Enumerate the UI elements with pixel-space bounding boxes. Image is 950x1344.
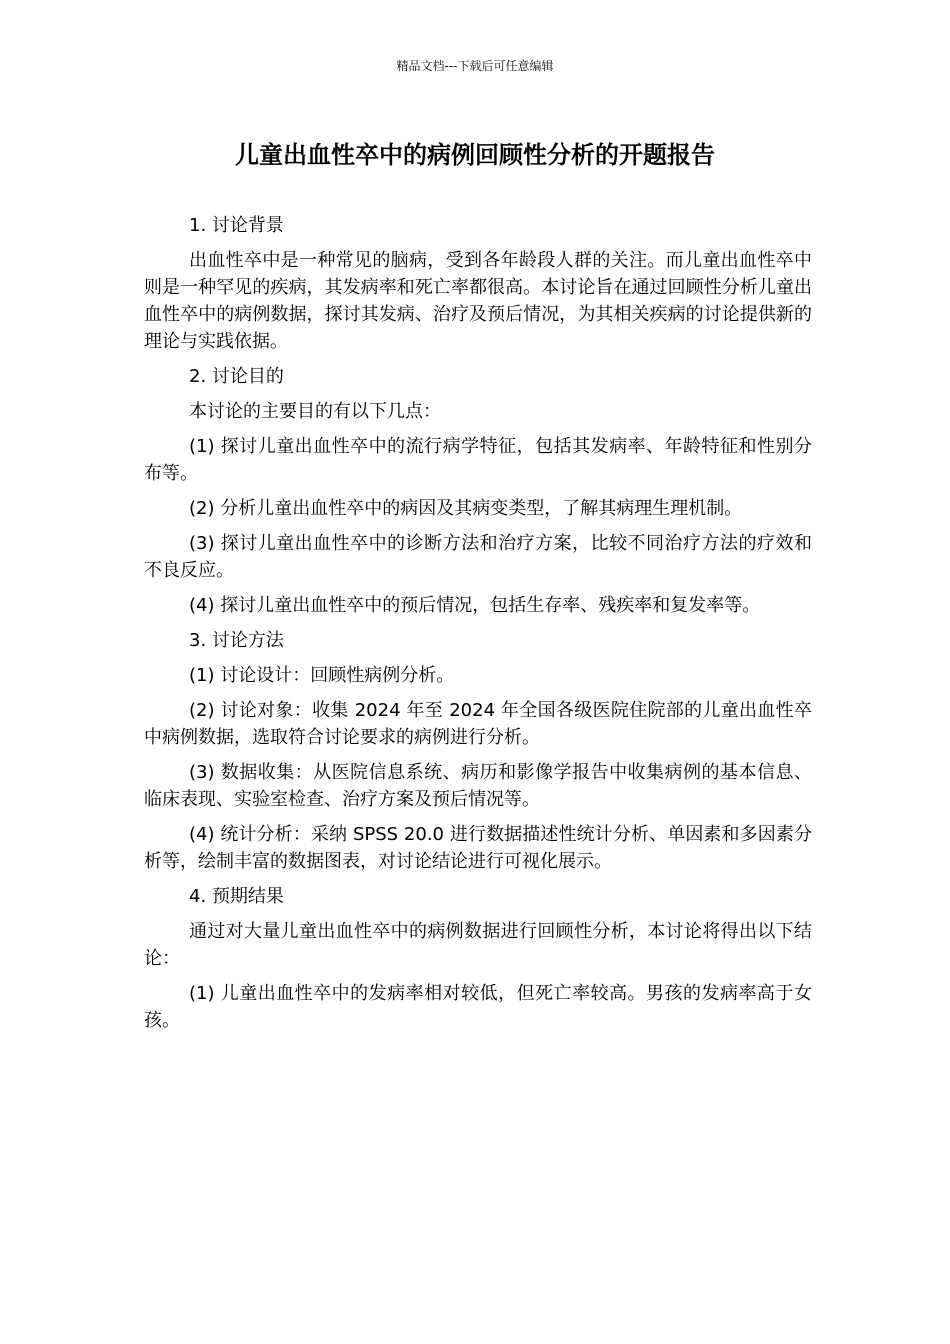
document-title: 儿童出血性卒中的病例回顾性分析的开题报告 [235,141,715,169]
objective-item-4: (4) 探讨儿童出血性卒中的预后情况，包括生存率、残疾率和复发率等。 [189,595,761,616]
objective-item-2: (2) 分析儿童出血性卒中的病因及其病变类型，了解其病理生理机制。 [189,498,743,519]
section-heading-results: 4. 预期结果 [189,886,284,907]
method-item-4: (4) 统计分析：采纳 SPSS 20.0 进行数据描述性统计分析、单因素和多因素分析等，绘制丰富的数据图表，对讨论结论进行可视化展示。 [144,824,812,872]
method-item-1: (1) 讨论设计：回顾性病例分析。 [189,665,455,686]
section-heading-objectives: 2. 讨论目的 [189,366,284,387]
page-header: 精品文档---下载后可任意编辑 [396,59,554,73]
method-item-2: (2) 讨论对象：收集 2024 年至 2024 年全国各级医院住院部的儿童出血性卒中病例数据，选取符合讨论要求的病例进行分析。 [144,700,812,748]
section-heading-background: 1. 讨论背景 [189,215,284,236]
objective-item-1: (1) 探讨儿童出血性卒中的流行病学特征，包括其发病率、年龄特征和性别分布等。 [144,436,812,484]
paragraph-objectives-intro: 本讨论的主要目的有以下几点： [189,401,441,422]
method-item-3: (3) 数据收集：从医院信息系统、病历和影像学报告中收集病例的基本信息、临床表现、实验室检查、治疗方案及预后情况等。 [144,762,812,810]
result-item-1: (1) 儿童出血性卒中的发病率相对较低，但死亡率较高。男孩的发病率高于女孩。 [144,983,812,1031]
paragraph-background: 出血性卒中是一种常见的脑病，受到各年龄段人群的关注。而儿童出血性卒中则是一种罕见的疾病，其发病率和死亡率都很高。本讨论旨在通过回顾性分析儿童出血性卒中的病例数据，探讨其发病、治疗及预后情况，为其相关疾病的讨论提供新的理论与实践依据。 [144,250,812,352]
paragraph-results-intro: 通过对大量儿童出血性卒中的病例数据进行回顾性分析，本讨论将得出以下结论： [144,921,812,969]
objective-item-3: (3) 探讨儿童出血性卒中的诊断方法和治疗方案，比较不同治疗方法的疗效和不良反应。 [144,533,812,581]
document-body [144,212,812,1042]
section-heading-methods: 3. 讨论方法 [189,630,284,651]
